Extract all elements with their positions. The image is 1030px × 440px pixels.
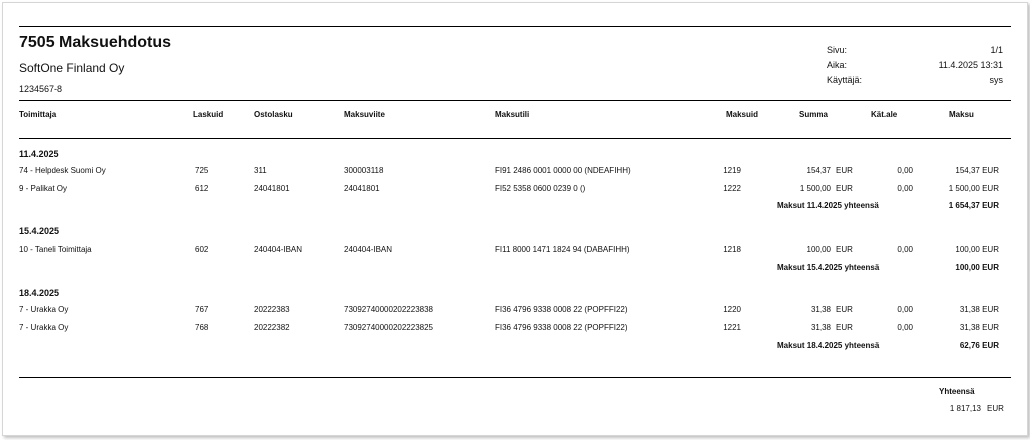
subtotal-value: 1 654,37 EUR (948, 201, 999, 210)
total-rule (19, 377, 1011, 378)
user-label: Käyttäjä: (827, 75, 863, 85)
cell-invoice-id: 602 (195, 245, 209, 254)
cell-payment-id: 1220 (723, 305, 741, 314)
col-amount: Summa (799, 110, 828, 119)
cell-payment-id: 1219 (723, 166, 741, 175)
cell-purchase-invoice: 20222382 (254, 323, 290, 332)
cell-payment-id: 1222 (723, 184, 741, 193)
cell-payment-id: 1218 (723, 245, 741, 254)
cell-supplier: 9 - Palikat Oy (19, 184, 68, 193)
subtotal-label: Maksut 15.4.2025 yhteensä (777, 263, 880, 272)
cell-cash-discount: 0,00 (897, 245, 913, 254)
cell-currency: EUR (836, 323, 853, 332)
cell-payment-id: 1221 (723, 323, 741, 332)
cell-payment: 31,38 EUR (959, 305, 999, 314)
cell-currency: EUR (836, 305, 853, 314)
total-value: 1 817,13 (949, 404, 981, 413)
top-rule (19, 26, 1011, 27)
cell-payment-ref: 24041801 (344, 184, 380, 193)
cell-currency: EUR (836, 184, 853, 193)
cell-payment: 100,00 EUR (955, 245, 999, 254)
business-id: 1234567-8 (19, 84, 63, 94)
col-cash-discount: Kät.ale (871, 110, 898, 119)
header-rule (19, 100, 1011, 101)
cell-amount: 31,38 (810, 323, 831, 332)
cell-purchase-invoice: 24041801 (254, 184, 290, 193)
cell-cash-discount: 0,00 (897, 166, 913, 175)
cell-payment-account: FI11 8000 1471 1824 94 (DABAFIHH) (495, 245, 630, 254)
col-payment: Maksu (949, 110, 974, 119)
col-supplier: Toimittaja (19, 110, 57, 119)
col-payment-id: Maksuid (725, 110, 758, 119)
group-date: 15.4.2025 (19, 226, 60, 236)
cell-invoice-id: 612 (195, 184, 209, 193)
cell-payment: 1 500,00 EUR (948, 184, 999, 193)
col-purchase-invoice: Ostolasku (254, 110, 293, 119)
cell-currency: EUR (836, 245, 853, 254)
cell-supplier: 10 - Taneli Toimittaja (19, 245, 92, 254)
cell-currency: EUR (836, 166, 853, 175)
cell-invoice-id: 768 (195, 323, 209, 332)
columns-rule (19, 138, 1011, 139)
cell-payment-account: FI36 4796 9338 0008 22 (POPFFI22) (495, 305, 628, 314)
cell-invoice-id: 767 (195, 305, 209, 314)
cell-payment: 31,38 EUR (959, 323, 999, 332)
cell-cash-discount: 0,00 (897, 305, 913, 314)
cell-payment: 154,37 EUR (955, 166, 999, 175)
group-date: 11.4.2025 (19, 149, 59, 159)
subtotal-label: Maksut 18.4.2025 yhteensä (777, 341, 880, 350)
cell-payment-ref: 73092740000202223825 (344, 323, 433, 332)
subtotal-value: 62,76 EUR (959, 341, 999, 350)
cell-amount: 100,00 (806, 245, 831, 254)
total-label: Yhteensä (939, 387, 975, 396)
cell-payment-ref: 240404-IBAN (344, 245, 393, 254)
subtotal-label: Maksut 11.4.2025 yhteensä (777, 201, 879, 210)
time-label: Aika: (827, 60, 848, 70)
cell-payment-account: FI52 5358 0600 0239 0 () (495, 184, 586, 193)
cell-supplier: 74 - Helpdesk Suomi Oy (19, 166, 106, 175)
col-invoice-id: Laskuid (193, 110, 224, 119)
col-payment-account: Maksutili (495, 110, 530, 119)
cell-supplier: 7 - Urakka Oy (19, 305, 69, 314)
page-label: Sivu: (827, 45, 848, 55)
cell-payment-ref: 300003118 (344, 166, 384, 175)
cell-payment-account: FI91 2486 0001 0000 00 (NDEAFIHH) (495, 166, 631, 175)
cell-purchase-invoice: 240404-IBAN (254, 245, 303, 254)
time-value: 11.4.2025 13:31 (938, 60, 1003, 70)
cell-purchase-invoice: 20222383 (254, 305, 290, 314)
report-page (2, 2, 1028, 436)
cell-amount: 154,37 (806, 166, 831, 175)
cell-amount: 31,38 (810, 305, 831, 314)
group-date: 18.4.2025 (19, 288, 60, 298)
report-title: 7505 Maksuehdotus (19, 34, 172, 51)
total-currency: EUR (987, 404, 1004, 413)
cell-purchase-invoice: 311 (254, 166, 267, 175)
cell-invoice-id: 725 (195, 166, 209, 175)
col-payment-ref: Maksuviite (344, 110, 385, 119)
cell-supplier: 7 - Urakka Oy (19, 323, 69, 332)
cell-cash-discount: 0,00 (897, 323, 913, 332)
cell-payment-account: FI36 4796 9338 0008 22 (POPFFI22) (495, 323, 628, 332)
page-value: 1/1 (990, 45, 1003, 55)
cell-payment-ref: 73092740000202223838 (344, 305, 433, 314)
cell-amount: 1 500,00 (799, 184, 831, 193)
user-value: sys (989, 75, 1003, 85)
company-name: SoftOne Finland Oy (19, 61, 125, 75)
cell-cash-discount: 0,00 (897, 184, 913, 193)
subtotal-value: 100,00 EUR (955, 263, 999, 272)
